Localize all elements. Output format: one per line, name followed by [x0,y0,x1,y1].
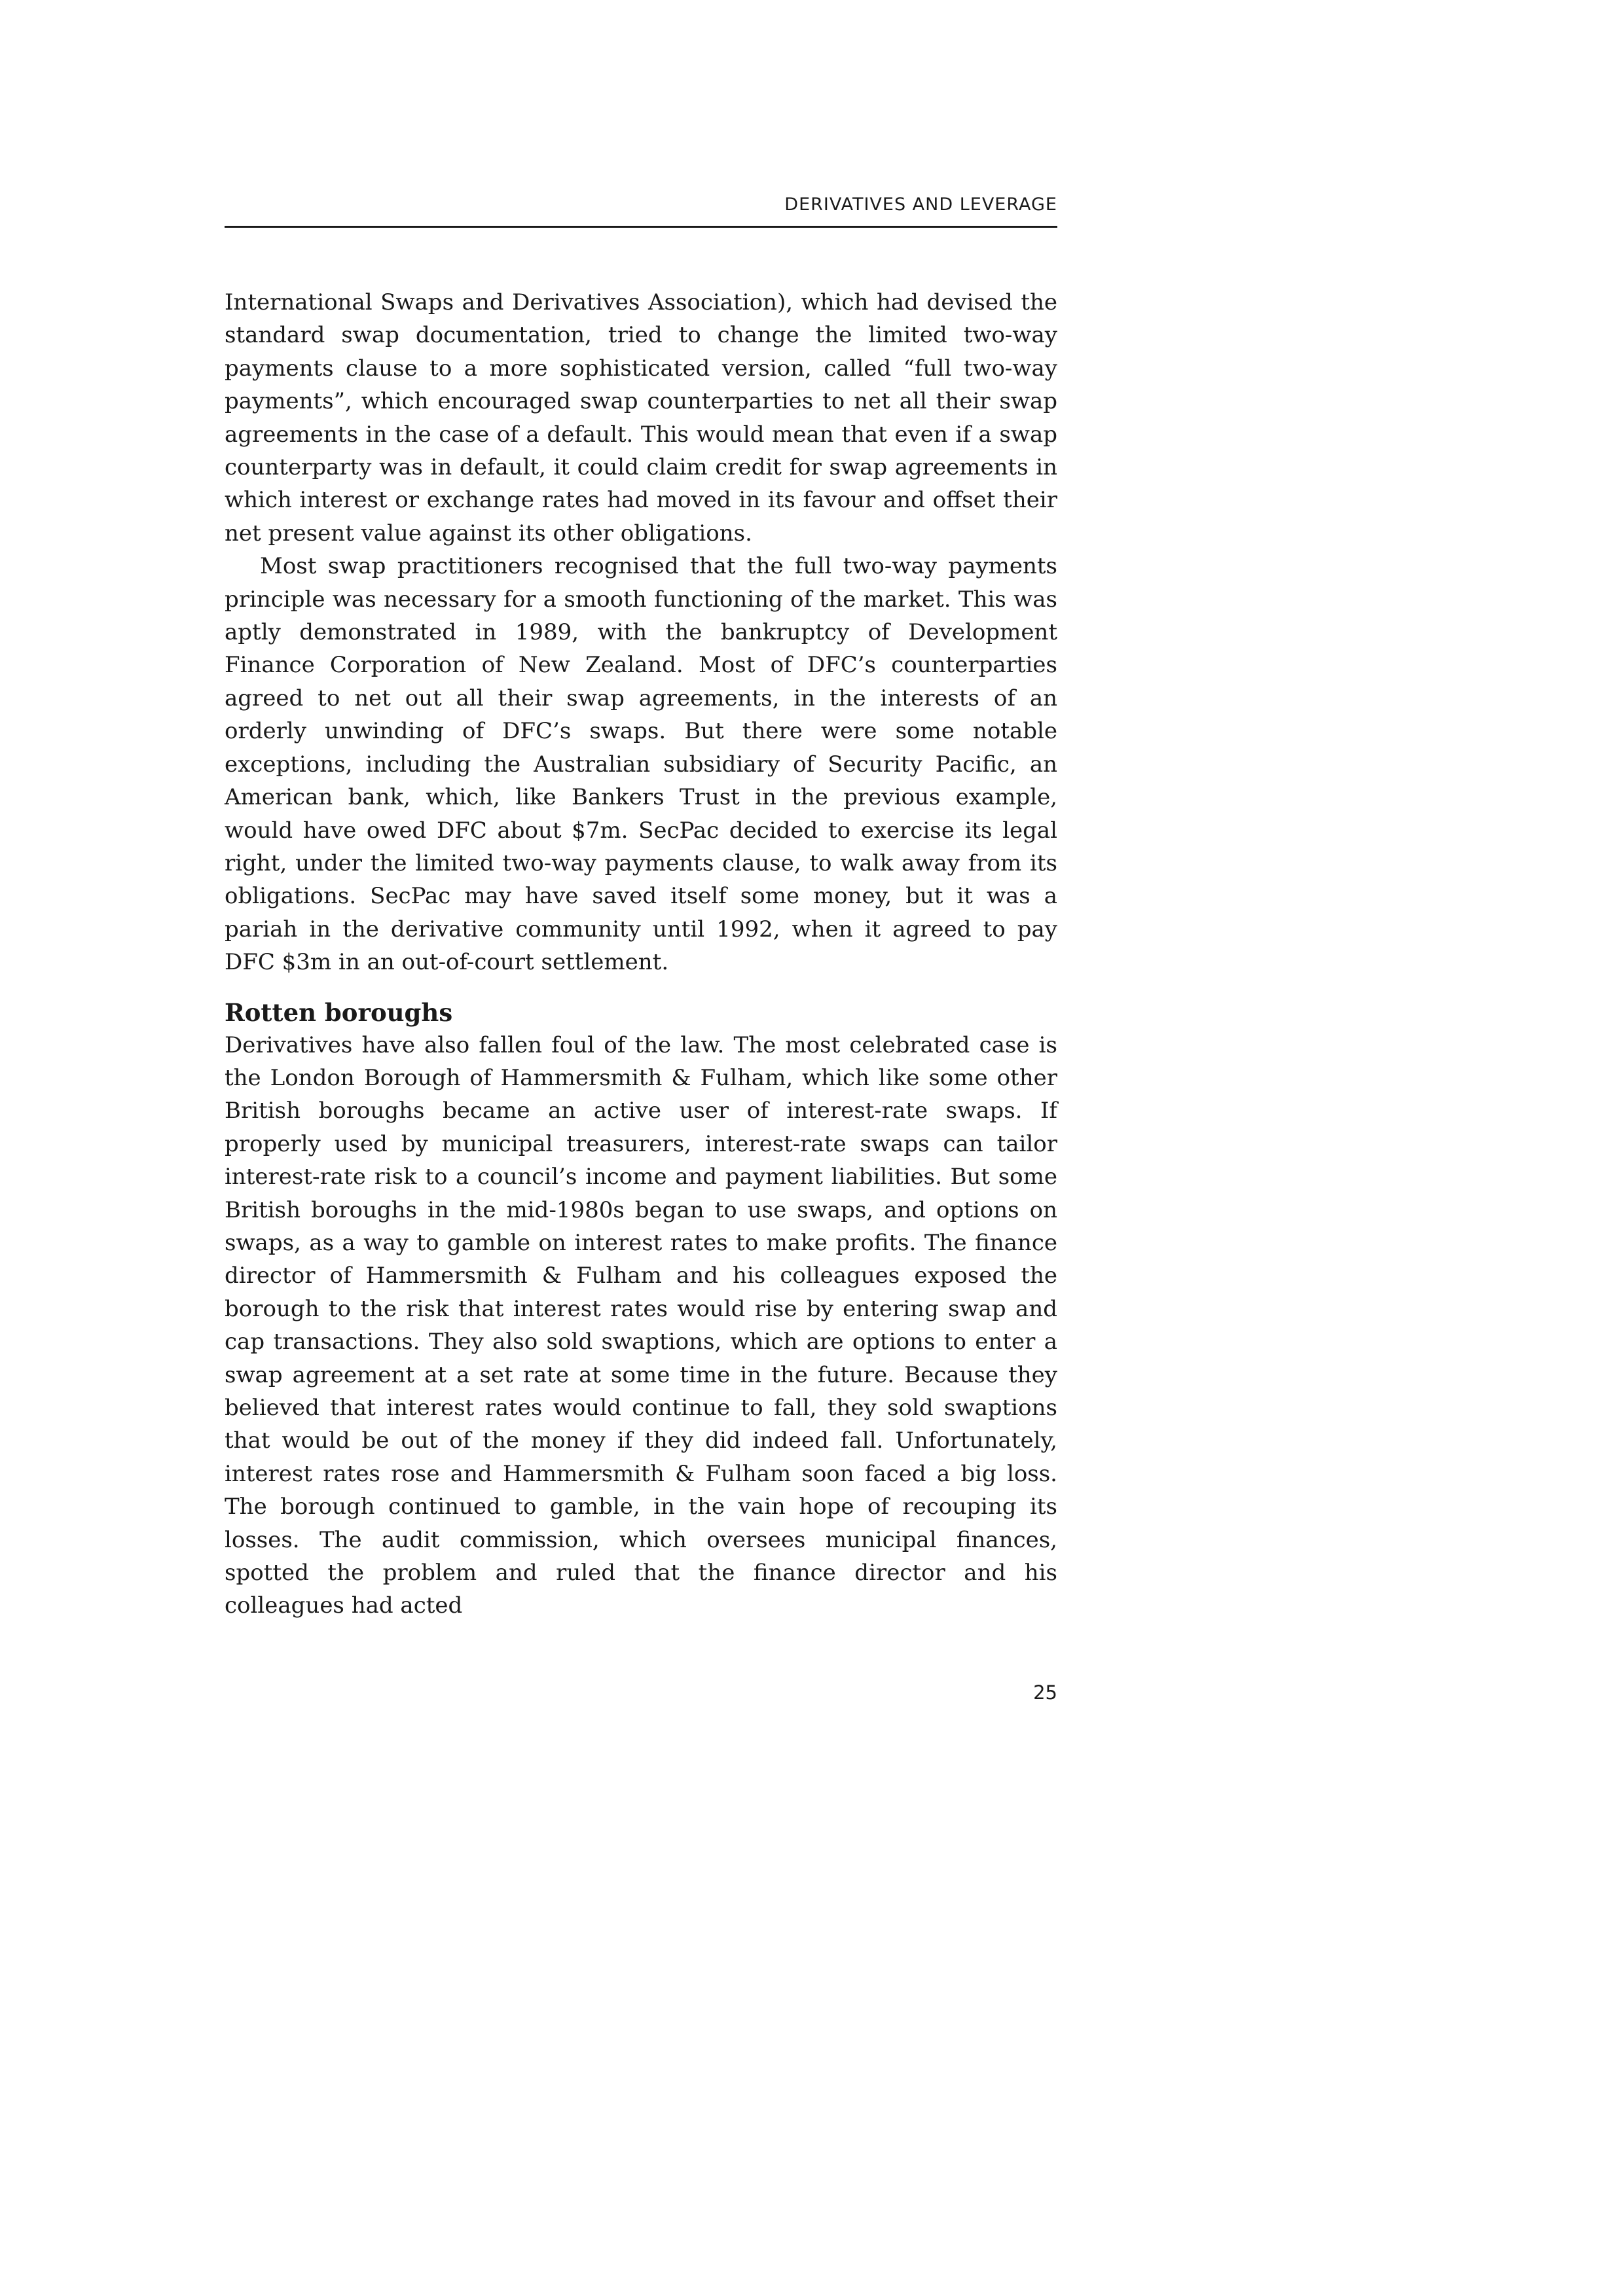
page-number: 25 [1033,1681,1057,1704]
paragraph-3: Derivatives have also fallen foul of the law. The most celebrated case is the London Borough of Hammersmith & Fulham, which like some other British boroughs became an active user of interest-rate swaps. If properly used by municipal treasurers, interest-rate swaps can tailor interest-rate risk to a council’s income and payment liabilities. But some British boroughs in the mid-1980s began to use swaps, and options on swaps, as a way to gamble on interest rates to make profits. The finance director of Hammersmith & Fulham and his colleagues exposed the borough to the risk that interest rates would rise by entering swap and cap transactions. They also sold swaptions, which are options to enter a swap agreement at a set rate at some time in the future. Because they believed that interest rates would continue to fall, they sold swaptions that would be out of the money if they did indeed fall. Unfortunately, interest rates rose and Hammersmith & Fulham soon faced a big loss. The borough continued to gamble, in the vain hope of recouping its losses. The audit commission, which oversees municipal finances, spotted the problem and ruled that the finance director and his colleagues had acted [225,1031,1057,1619]
header-rule [225,226,1057,228]
paragraph-2: Most swap practitioners recognised that the full two-way payments principle was necessary for a smooth functioning of the market. This was aptly demonstrated in 1989, with the bankruptcy of Development Finance Corporation of New Zealand. Most of DFC’s counterparties agreed to net out all their swap agreements, in the interests of an orderly unwinding of DFC’s swaps. But there were some notable exceptions, including the Australian subsidiary of Security Pacific, an American bank, which, like Bankers Trust in the previous example, would have owed DFC about $7m. SecPac decided to exercise its legal right, under the limited two-way payments clause, to walk away from its obligations. SecPac may have saved itself some money, but it was a pariah in the derivative community until 1992, when it agreed to pay DFC $3m in an out-of-court settlement. [225,553,1057,976]
section-heading: Rotten boroughs [225,997,453,1027]
body-text [225,286,1057,1623]
running-header: DERIVATIVES AND LEVERAGE [784,194,1057,215]
paragraph-1: International Swaps and Derivatives Association), which had devised the standard swap documentation, tried to change the limited two-way payments clause to a more sophisticated version, called “full two-way payments”, which encouraged swap counterparties to net all their swap agreements in the case of a default. This would mean that even if a swap counterparty was in default, it could claim credit for swap agreements in which interest or exchange rates had moved in its favour and offset their net present value against its other obligations. [225,289,1057,547]
